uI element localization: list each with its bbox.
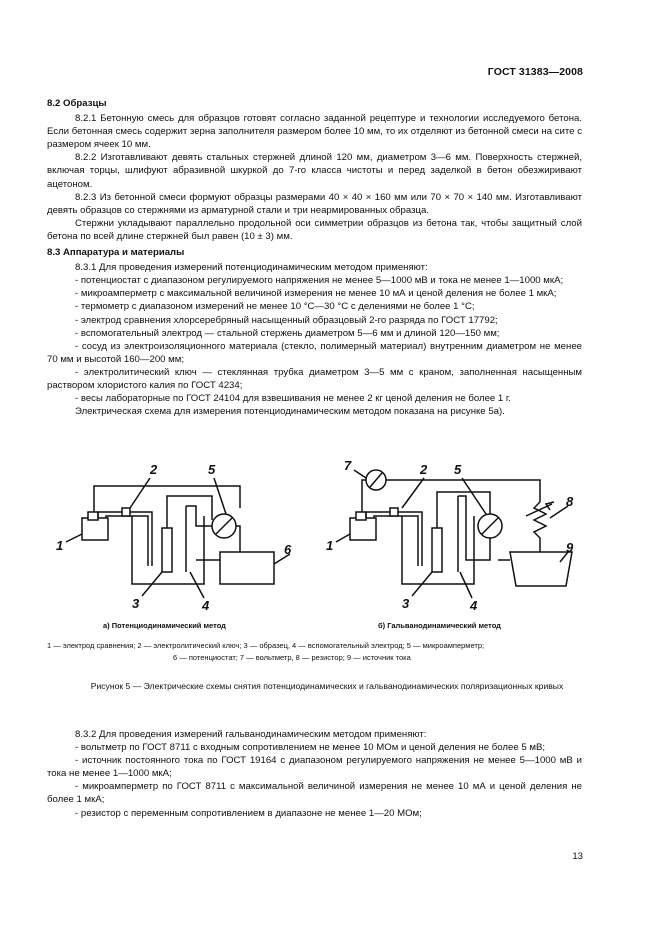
label-1b: 1 [326,538,334,553]
sample-electrode-a [162,528,172,572]
list-item: - сосуд из электроизоляционного материала (стекло, полимерный материал) внутренним диаметром не менее 70 мм и высотой 160—200 мм; [47,340,582,365]
label-1a: 1 [56,538,64,553]
electrolytic-key-a [98,512,152,566]
label-7b: 7 [344,458,352,473]
label-2a: 2 [150,462,158,477]
scheme-note: Электрическая схема для измерения потенциодинамическим методом показана на рисунке 5а). [75,406,505,418]
current-source-b [510,552,572,586]
list-item: - вольтметр по ГОСТ 8711 с входным сопротивлением не менее 10 МОм и ценой деления не более 5 мВ; [75,742,546,754]
reference-electrode-a [82,518,108,540]
section-heading-8-3: 8.3 Аппаратура и материалы [47,247,185,259]
paragraph-8-2-2: 8.2.2 Изготавливают девять стальных стержней длиной 120 мм, диаметром 3—6 мм. Поверхность стержней, включая торцы, шлифуют абразивной шкуркой до 7-го класса чистоты и перед заделкой в бетон обезжиривают ацетоном. [47,152,582,190]
sample-electrode-b [432,528,442,572]
circuit-diagrams [40,456,600,636]
section-8-3-2-block [47,728,582,820]
list-item: - электрод сравнения хлорсеребряный насыщенный образцовый 2-го разряда по ГОСТ 17792; [75,314,498,326]
figure-legend [47,640,607,664]
label-5b: 5 [454,462,462,477]
caption-b: б) Гальванодинамический метод [378,621,501,630]
standard-number: ГОСТ 31383—2008 [487,66,583,78]
figure-title: Рисунок 5 — Электрические схемы снятия потенциодинамических и гальванодинамических поляризационных кривых [90,681,564,691]
list-item: - вспомогательный электрод — стальной стержень диаметром 5—6 мм и длиной 120—150 мм; [75,327,500,339]
list-item: - микроамперметр по ГОСТ 8711 с максимальной величиной измерения не менее 10 мА и ценой деления не более 1 мкА; [47,781,582,806]
caption-a: а) Потенциодинамический метод [103,621,226,630]
section-heading-8-2: 8.2 Образцы [47,98,107,109]
legend-line-1: 1 — электрод сравнения; 2 — электролитический ключ; 3 — образец, 4 — вспомогательный электрод; 5 — микроамперметр; [47,641,485,650]
label-9b: 9 [566,540,574,555]
paragraph-8-3-2: 8.3.2 Для проведения измерений гальванодинамическим методом применяют: [75,729,427,740]
legend-line-2: 6 — потенциостат; 7 — вольтметр, 8 — резистор; 9 — источник тока [173,653,411,662]
label-3a: 3 [132,596,140,611]
reference-electrode-b [350,518,376,540]
list-item: - источник постоянного тока по ГОСТ 19164 с диапазоном регулируемого напряжения не менее 5—1000 мВ и тока не менее 1—1000 мкА; [47,755,582,780]
potentiostat-a [220,552,274,584]
list-item: - потенциостат с диапазоном регулируемого напряжения не менее 5—1000 мВ и тока не менее 1—1000 мкА; [75,275,564,287]
paragraph-8-2-1: 8.2.1 Бетонную смесь для образцов готовят согласно заданной рецептуре и технологии исследуемого бетона. Если бетонная смесь содержит зерна заполнителя размером более 10 мм, то их отделяют из бетонной смеси на сите с размером ячеек 10 мм. [47,113,582,151]
paragraph-rods: Стержни укладывают параллельно продольной оси симметрии образцов из бетона так, чтобы защитный слой бетона по всей длине стержней был равен (10 ± 3) мм. [47,217,582,242]
label-4a: 4 [202,598,210,613]
vessel-b [402,516,474,584]
label-4b: 4 [470,598,478,613]
paragraph-8-2-3: 8.2.3 Из бетонной смеси формуют образцы размерами 40 × 40 × 160 мм или 70 × 70 × 140 мм. Изготавливают девять образцов со стержнями из арматурной стали и три неармированных образца. [47,191,582,216]
paragraph-8-3-1: 8.3.1 Для проведения измерений потенциодинамическим методом применяют: [75,262,428,274]
scheme-a [66,478,290,598]
page-number: 13 [572,851,583,862]
label-2b: 2 [420,462,428,477]
list-item: - электролитический ключ — стеклянная трубка диаметром 3—5 мм с краном, заполненная насыщенным раствором хлористого калия по ГОСТ 4234; [47,366,582,391]
list-item: - термометр с диапазоном измерений не менее 10 °С—30 °С с делениями не более 1 °С; [75,301,475,313]
label-5a: 5 [208,462,216,477]
list-item: - весы лабораторные по ГОСТ 24104 для взвешивания не менее 2 кг ценой деления не более 1 г. [75,393,511,405]
scheme-b [336,470,572,598]
label-8b: 8 [566,494,574,509]
list-item: - микроамперметр с максимальной величиной измерения не менее 10 мА и ценой деления не более 1 мкА; [75,288,557,300]
electrolytic-key-b [366,512,422,566]
label-6a: 6 [284,542,292,557]
vessel-a [132,516,204,584]
label-3b: 3 [402,596,410,611]
main-text-block [47,94,582,418]
list-item: - резистор с переменным сопротивлением в диапазоне не менее 1—20 МОм; [75,807,422,819]
